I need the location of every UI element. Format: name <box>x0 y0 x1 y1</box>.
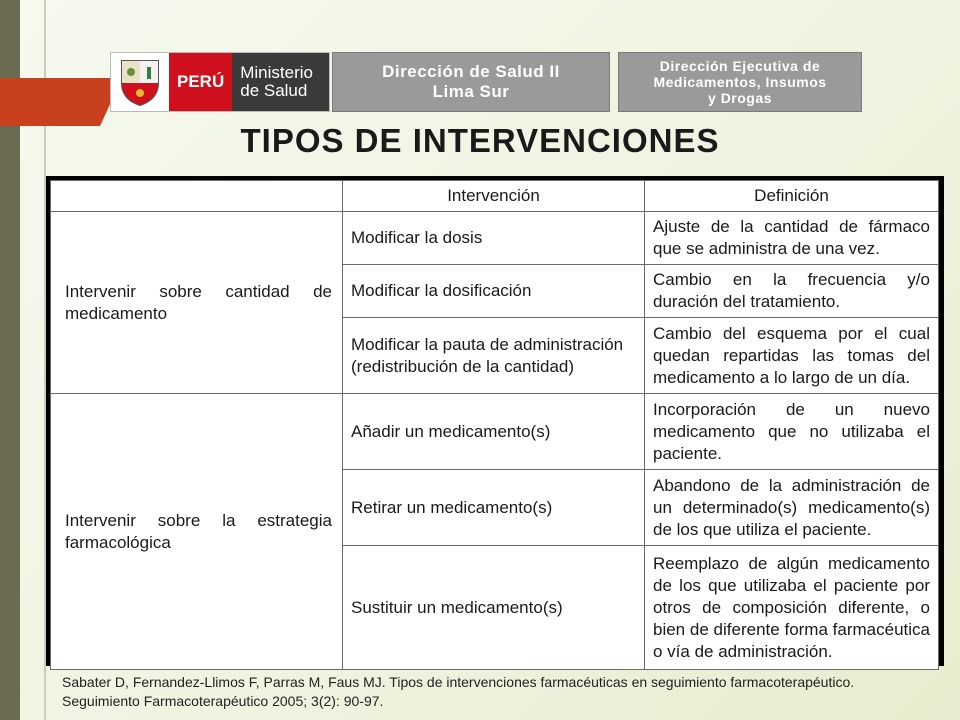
direccion-salud-line2: Lima Sur <box>432 82 510 101</box>
table-header-row <box>51 181 939 212</box>
peru-label: PERÚ <box>169 53 232 111</box>
category-cell-cantidad: Intervenir sobre cantidad de medicamento <box>51 212 343 394</box>
institutional-header <box>110 52 890 112</box>
intervencion-cell: Retirar un medicamento(s) <box>343 470 645 546</box>
definicion-cell: Cambio en la frecuencia y/o duración del tratamiento. <box>645 265 939 318</box>
table-row <box>51 394 939 470</box>
direccion-ejecutiva-line3: y Drogas <box>708 90 772 106</box>
direccion-salud-line1: Dirección de Salud II <box>382 62 560 81</box>
definicion-cell: Incorporación de un nuevo medicamento que no utilizaba el paciente. <box>645 394 939 470</box>
intervencion-cell: Modificar la dosificación <box>343 265 645 318</box>
ministerio-salud-label: Ministerio de Salud <box>232 53 329 111</box>
red-accent-shape <box>0 78 122 126</box>
definicion-cell: Abandono de la administración de un determinado(s) medicamento(s) de los que utiliza el paciente. <box>645 470 939 546</box>
peru-coat-of-arms-icon <box>111 53 169 111</box>
header-definicion: Definición <box>645 181 939 212</box>
intervencion-cell: Añadir un medicamento(s) <box>343 394 645 470</box>
header-category <box>51 181 343 212</box>
table-row <box>51 212 939 265</box>
direccion-ejecutiva-banner <box>618 52 862 112</box>
header-intervencion: Intervención <box>343 181 645 212</box>
interventions-table <box>50 180 939 670</box>
ministerio-salud-logo <box>110 52 330 112</box>
direccion-ejecutiva-line2: Medicamentos, Insumos <box>653 74 827 90</box>
definicion-cell: Reemplazo de algún medicamento de los que utilizaba el paciente por otros de composición diferente, o bien de diferente forma farmacéutica o vía de administración. <box>645 546 939 670</box>
direccion-salud-banner <box>332 52 610 112</box>
interventions-table-frame <box>46 176 944 666</box>
page-title: TIPOS DE INTERVENCIONES <box>240 122 720 159</box>
intervencion-cell: Modificar la dosis <box>343 212 645 265</box>
category-cell-estrategia: Intervenir sobre la estrategia farmacológica <box>51 394 343 670</box>
intervencion-cell: Modificar la pauta de administración (redistribución de la cantidad) <box>343 318 645 394</box>
direccion-ejecutiva-line1: Dirección Ejecutiva de <box>659 58 821 74</box>
definicion-cell: Ajuste de la cantidad de fármaco que se administra de una vez. <box>645 212 939 265</box>
definicion-cell: Cambio del esquema por el cual quedan repartidas las tomas del medicamento a lo largo de un día. <box>645 318 939 394</box>
citation-reference: Sabater D, Fernandez-Llimos F, Parras M, Faus MJ. Tipos de intervenciones farmacéuticas en seguimiento farmacoterapéutico. Seguimiento Farmacoterapéutico 2005; 3(2): 90-97. <box>62 674 855 709</box>
intervencion-cell: Sustituir un medicamento(s) <box>343 546 645 670</box>
